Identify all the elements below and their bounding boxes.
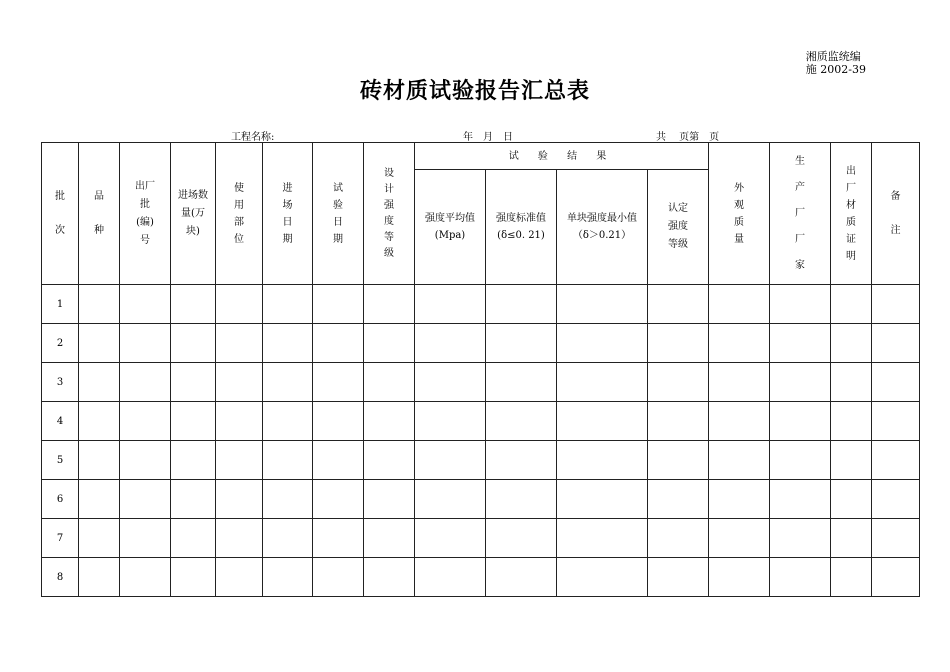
table-cell[interactable] [313, 480, 364, 519]
table-cell[interactable] [831, 441, 872, 480]
table-row [42, 441, 920, 480]
table-cell[interactable] [171, 402, 216, 441]
table-cell[interactable] [120, 558, 171, 597]
table-cell[interactable] [79, 285, 120, 324]
table-cell[interactable] [171, 441, 216, 480]
header-certificate: 出厂材质证明 [831, 143, 872, 285]
table-cell[interactable] [313, 402, 364, 441]
table-cell[interactable] [120, 285, 171, 324]
table-cell[interactable] [216, 285, 263, 324]
table-cell[interactable] [709, 285, 770, 324]
table-cell[interactable] [79, 558, 120, 597]
table-cell[interactable] [486, 519, 557, 558]
table-cell[interactable] [486, 402, 557, 441]
table-cell[interactable] [216, 480, 263, 519]
table-cell[interactable] [171, 519, 216, 558]
table-cell[interactable] [364, 324, 415, 363]
header-test-result: 试 验 结 果 [415, 143, 709, 170]
document-code-line2: 施 2002-39 [805, 63, 866, 76]
table-cell[interactable] [171, 480, 216, 519]
table-cell[interactable] [120, 324, 171, 363]
table-cell[interactable] [415, 558, 486, 597]
table-cell[interactable] [263, 285, 313, 324]
row-number: 5 [42, 441, 79, 480]
table-cell[interactable] [770, 285, 831, 324]
table-cell[interactable] [263, 402, 313, 441]
table-cell[interactable] [120, 519, 171, 558]
header-manufacturer: 生产厂厂家 [770, 143, 831, 285]
table-cell[interactable] [415, 324, 486, 363]
table-cell[interactable] [557, 519, 648, 558]
table-cell[interactable] [364, 519, 415, 558]
table-cell[interactable] [216, 519, 263, 558]
table-cell[interactable] [313, 558, 364, 597]
table-cell[interactable] [171, 285, 216, 324]
table-cell[interactable] [770, 558, 831, 597]
table-cell[interactable] [831, 285, 872, 324]
table-row [42, 324, 920, 363]
header-variety: 品种 [79, 143, 120, 285]
table-cell[interactable] [216, 402, 263, 441]
table-cell[interactable] [120, 441, 171, 480]
table-cell[interactable] [557, 558, 648, 597]
table-row [42, 363, 920, 402]
table-cell[interactable] [313, 324, 364, 363]
table-cell[interactable] [486, 441, 557, 480]
row-number: 7 [42, 519, 79, 558]
table-cell[interactable] [648, 558, 709, 597]
header-std-strength: 强度标准值 (δ≤0. 21) [486, 170, 557, 285]
table-cell[interactable] [263, 441, 313, 480]
table-cell[interactable] [79, 402, 120, 441]
table-cell[interactable] [415, 402, 486, 441]
table-cell[interactable] [557, 324, 648, 363]
table-cell[interactable] [216, 441, 263, 480]
table-cell[interactable] [557, 480, 648, 519]
table-cell[interactable] [831, 519, 872, 558]
table-cell[interactable] [709, 519, 770, 558]
document-code [806, 50, 866, 76]
table-cell[interactable] [364, 285, 415, 324]
table-cell[interactable] [770, 363, 831, 402]
row-number: 6 [42, 480, 79, 519]
table-cell[interactable] [872, 558, 920, 597]
header-entry-quantity: 进场数量(万块) [171, 143, 216, 285]
table-cell[interactable] [486, 480, 557, 519]
header-remark: 备注 [872, 143, 920, 285]
table-cell[interactable] [216, 558, 263, 597]
header-entry-date: 进场日期 [263, 143, 313, 285]
table-cell[interactable] [313, 285, 364, 324]
header-design-grade: 设计强度等级 [364, 143, 415, 285]
table-cell[interactable] [313, 363, 364, 402]
table-cell[interactable] [415, 363, 486, 402]
table-cell[interactable] [831, 558, 872, 597]
table-cell[interactable] [415, 285, 486, 324]
table-cell[interactable] [709, 558, 770, 597]
table-cell[interactable] [364, 402, 415, 441]
header-min-strength: 单块强度最小值 （δ＞0.21） [557, 170, 648, 285]
table-cell[interactable] [872, 441, 920, 480]
table-cell[interactable] [79, 324, 120, 363]
document-code-line1: 湘质监统编 [805, 50, 861, 63]
table-cell[interactable] [79, 480, 120, 519]
page-number-label: 共 页第 页 [656, 132, 720, 143]
table-cell[interactable] [872, 363, 920, 402]
table-cell[interactable] [313, 519, 364, 558]
table-cell[interactable] [831, 324, 872, 363]
table-cell[interactable] [770, 480, 831, 519]
row-number: 4 [42, 402, 79, 441]
table-cell[interactable] [120, 363, 171, 402]
table-row [42, 558, 920, 597]
table-cell[interactable] [120, 480, 171, 519]
table-cell[interactable] [872, 480, 920, 519]
row-number: 3 [42, 363, 79, 402]
table-cell[interactable] [557, 363, 648, 402]
header-row-top [42, 143, 920, 170]
row-number: 2 [42, 324, 79, 363]
table-cell[interactable] [79, 363, 120, 402]
table-cell[interactable] [770, 519, 831, 558]
table-cell[interactable] [263, 519, 313, 558]
table-cell[interactable] [486, 558, 557, 597]
table-row [42, 480, 920, 519]
table-cell[interactable] [216, 363, 263, 402]
table-cell[interactable] [364, 441, 415, 480]
table-cell[interactable] [709, 402, 770, 441]
table-cell[interactable] [263, 324, 313, 363]
table-cell[interactable] [364, 480, 415, 519]
table-cell[interactable] [313, 441, 364, 480]
summary-table [41, 142, 920, 597]
table-cell[interactable] [415, 480, 486, 519]
project-name-label: 工程名称: [231, 132, 275, 143]
table-row [42, 402, 920, 441]
table-cell[interactable] [709, 441, 770, 480]
table-cell[interactable] [263, 480, 313, 519]
table-cell[interactable] [364, 558, 415, 597]
table-cell[interactable] [831, 402, 872, 441]
table-cell[interactable] [263, 558, 313, 597]
table-cell[interactable] [648, 480, 709, 519]
row-number: 1 [42, 285, 79, 324]
header-confirm-grade: 认定强度等级 [648, 170, 709, 285]
table-cell[interactable] [263, 363, 313, 402]
table-cell[interactable] [709, 480, 770, 519]
table-row [42, 519, 920, 558]
table-cell[interactable] [216, 324, 263, 363]
row-number: 8 [42, 558, 79, 597]
table-cell[interactable] [872, 324, 920, 363]
table-cell[interactable] [648, 519, 709, 558]
table-cell[interactable] [415, 519, 486, 558]
table-cell[interactable] [557, 402, 648, 441]
table-cell[interactable] [364, 363, 415, 402]
table-cell[interactable] [648, 363, 709, 402]
table-cell[interactable] [872, 285, 920, 324]
table-cell[interactable] [415, 441, 486, 480]
table-cell[interactable] [872, 402, 920, 441]
table-cell[interactable] [648, 324, 709, 363]
header-test-date: 试验日期 [313, 143, 364, 285]
table-cell[interactable] [770, 324, 831, 363]
table-cell[interactable] [770, 441, 831, 480]
table-row [42, 285, 920, 324]
table-cell[interactable] [648, 441, 709, 480]
table-cell[interactable] [770, 402, 831, 441]
header-factory-batch: 出厂批(编)号 [120, 143, 171, 285]
table-cell[interactable] [872, 519, 920, 558]
table-cell[interactable] [557, 285, 648, 324]
table-cell[interactable] [79, 519, 120, 558]
table-cell[interactable] [486, 324, 557, 363]
table-cell[interactable] [709, 363, 770, 402]
page-title: 砖材质试验报告汇总表 [359, 79, 590, 104]
table-cell[interactable] [171, 363, 216, 402]
table-cell[interactable] [648, 285, 709, 324]
header-batch: 批次 [42, 143, 79, 285]
table-cell[interactable] [831, 480, 872, 519]
date-label: 年 月 日 [463, 132, 513, 143]
table-cell[interactable] [648, 402, 709, 441]
table-cell[interactable] [171, 324, 216, 363]
header-use-part: 使用部位 [216, 143, 263, 285]
header-avg-strength: 强度平均值 (Mpa) [415, 170, 486, 285]
table-cell[interactable] [709, 324, 770, 363]
table-cell[interactable] [120, 402, 171, 441]
table-cell[interactable] [557, 441, 648, 480]
table-cell[interactable] [486, 363, 557, 402]
table-cell[interactable] [831, 363, 872, 402]
table-cell[interactable] [486, 285, 557, 324]
table-cell[interactable] [171, 558, 216, 597]
table-cell[interactable] [79, 441, 120, 480]
header-appearance: 外观质量 [709, 143, 770, 285]
